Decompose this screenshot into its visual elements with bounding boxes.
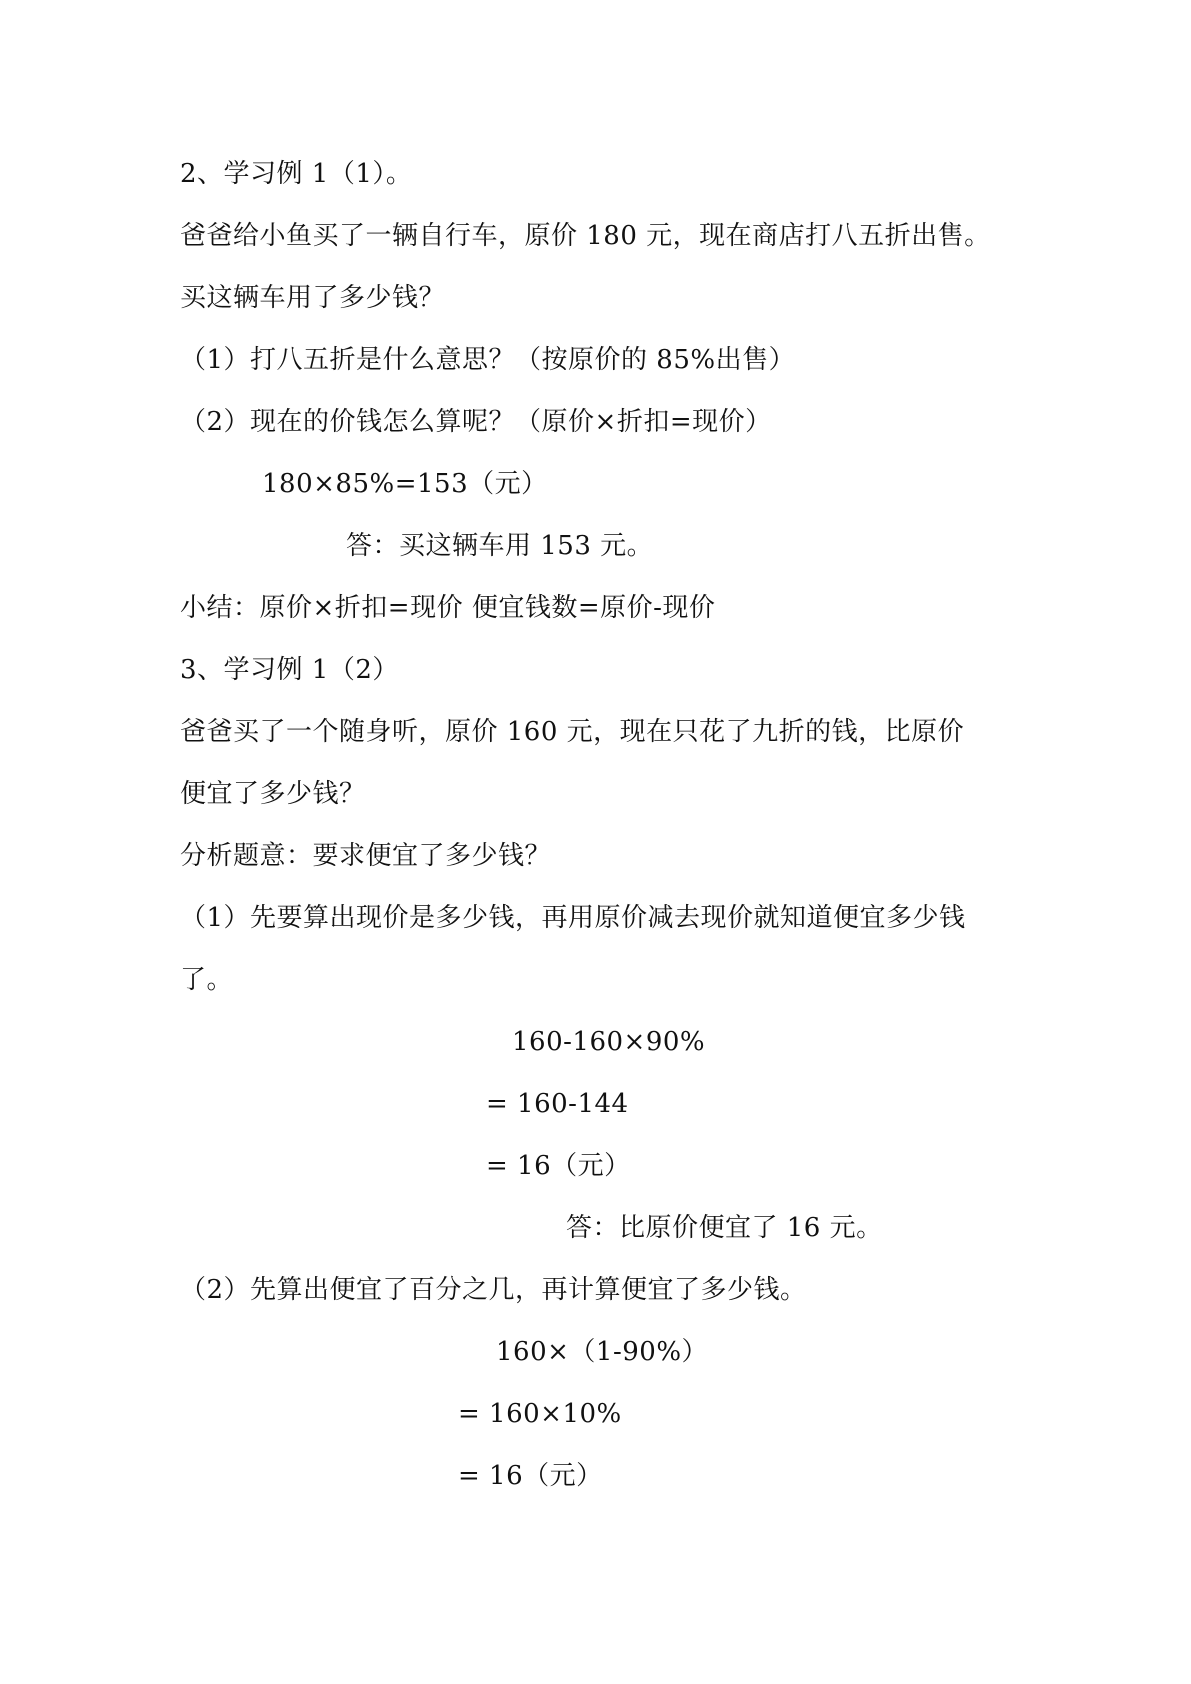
calc-method-1-step-2: = 160-144 bbox=[486, 1089, 629, 1119]
method-1-line-2: 了。 bbox=[180, 965, 234, 995]
problem-bicycle-line-1: 爸爸给小鱼买了一辆自行车，原价 180 元，现在商店打八五折出售。 bbox=[180, 221, 991, 251]
problem-bicycle-line-2: 买这辆车用了多少钱？ bbox=[180, 283, 446, 313]
method-2: （2）先算出便宜了百分之几，再计算便宜了多少钱。 bbox=[180, 1275, 807, 1305]
summary-formula: 小结：原价×折扣=现价 便宜钱数=原价-现价 bbox=[180, 593, 716, 623]
method-1-line-1: （1）先要算出现价是多少钱，再用原价减去现价就知道便宜多少钱 bbox=[180, 903, 966, 933]
analysis-question: 分析题意：要求便宜了多少钱？ bbox=[180, 841, 552, 871]
calc-method-2-step-2: = 160×10% bbox=[458, 1399, 622, 1429]
problem-player-line-2: 便宜了多少钱？ bbox=[180, 779, 366, 809]
problem-player-line-1: 爸爸买了一个随身听，原价 160 元，现在只花了九折的钱，比原价 bbox=[180, 717, 965, 747]
question-2-how-to-calc: （2）现在的价钱怎么算呢？（原价×折扣=现价） bbox=[180, 407, 772, 437]
calc-method-1-step-1: 160-160×90% bbox=[512, 1027, 706, 1057]
calc-method-2-step-1: 160×（1-90%） bbox=[496, 1337, 709, 1367]
heading-example-1-part-1: 2、学习例 1（1）。 bbox=[180, 159, 413, 189]
calc-method-2-step-3: = 16（元） bbox=[458, 1461, 603, 1491]
question-1-meaning: （1）打八五折是什么意思？（按原价的 85%出售） bbox=[180, 345, 796, 375]
answer-bicycle: 答：买这辆车用 153 元。 bbox=[346, 531, 654, 561]
calc-bicycle: 180×85%=153（元） bbox=[262, 469, 548, 499]
answer-player: 答：比原价便宜了 16 元。 bbox=[566, 1213, 883, 1243]
calc-method-1-step-3: = 16（元） bbox=[486, 1151, 631, 1181]
heading-example-1-part-2: 3、学习例 1（2） bbox=[180, 655, 399, 685]
